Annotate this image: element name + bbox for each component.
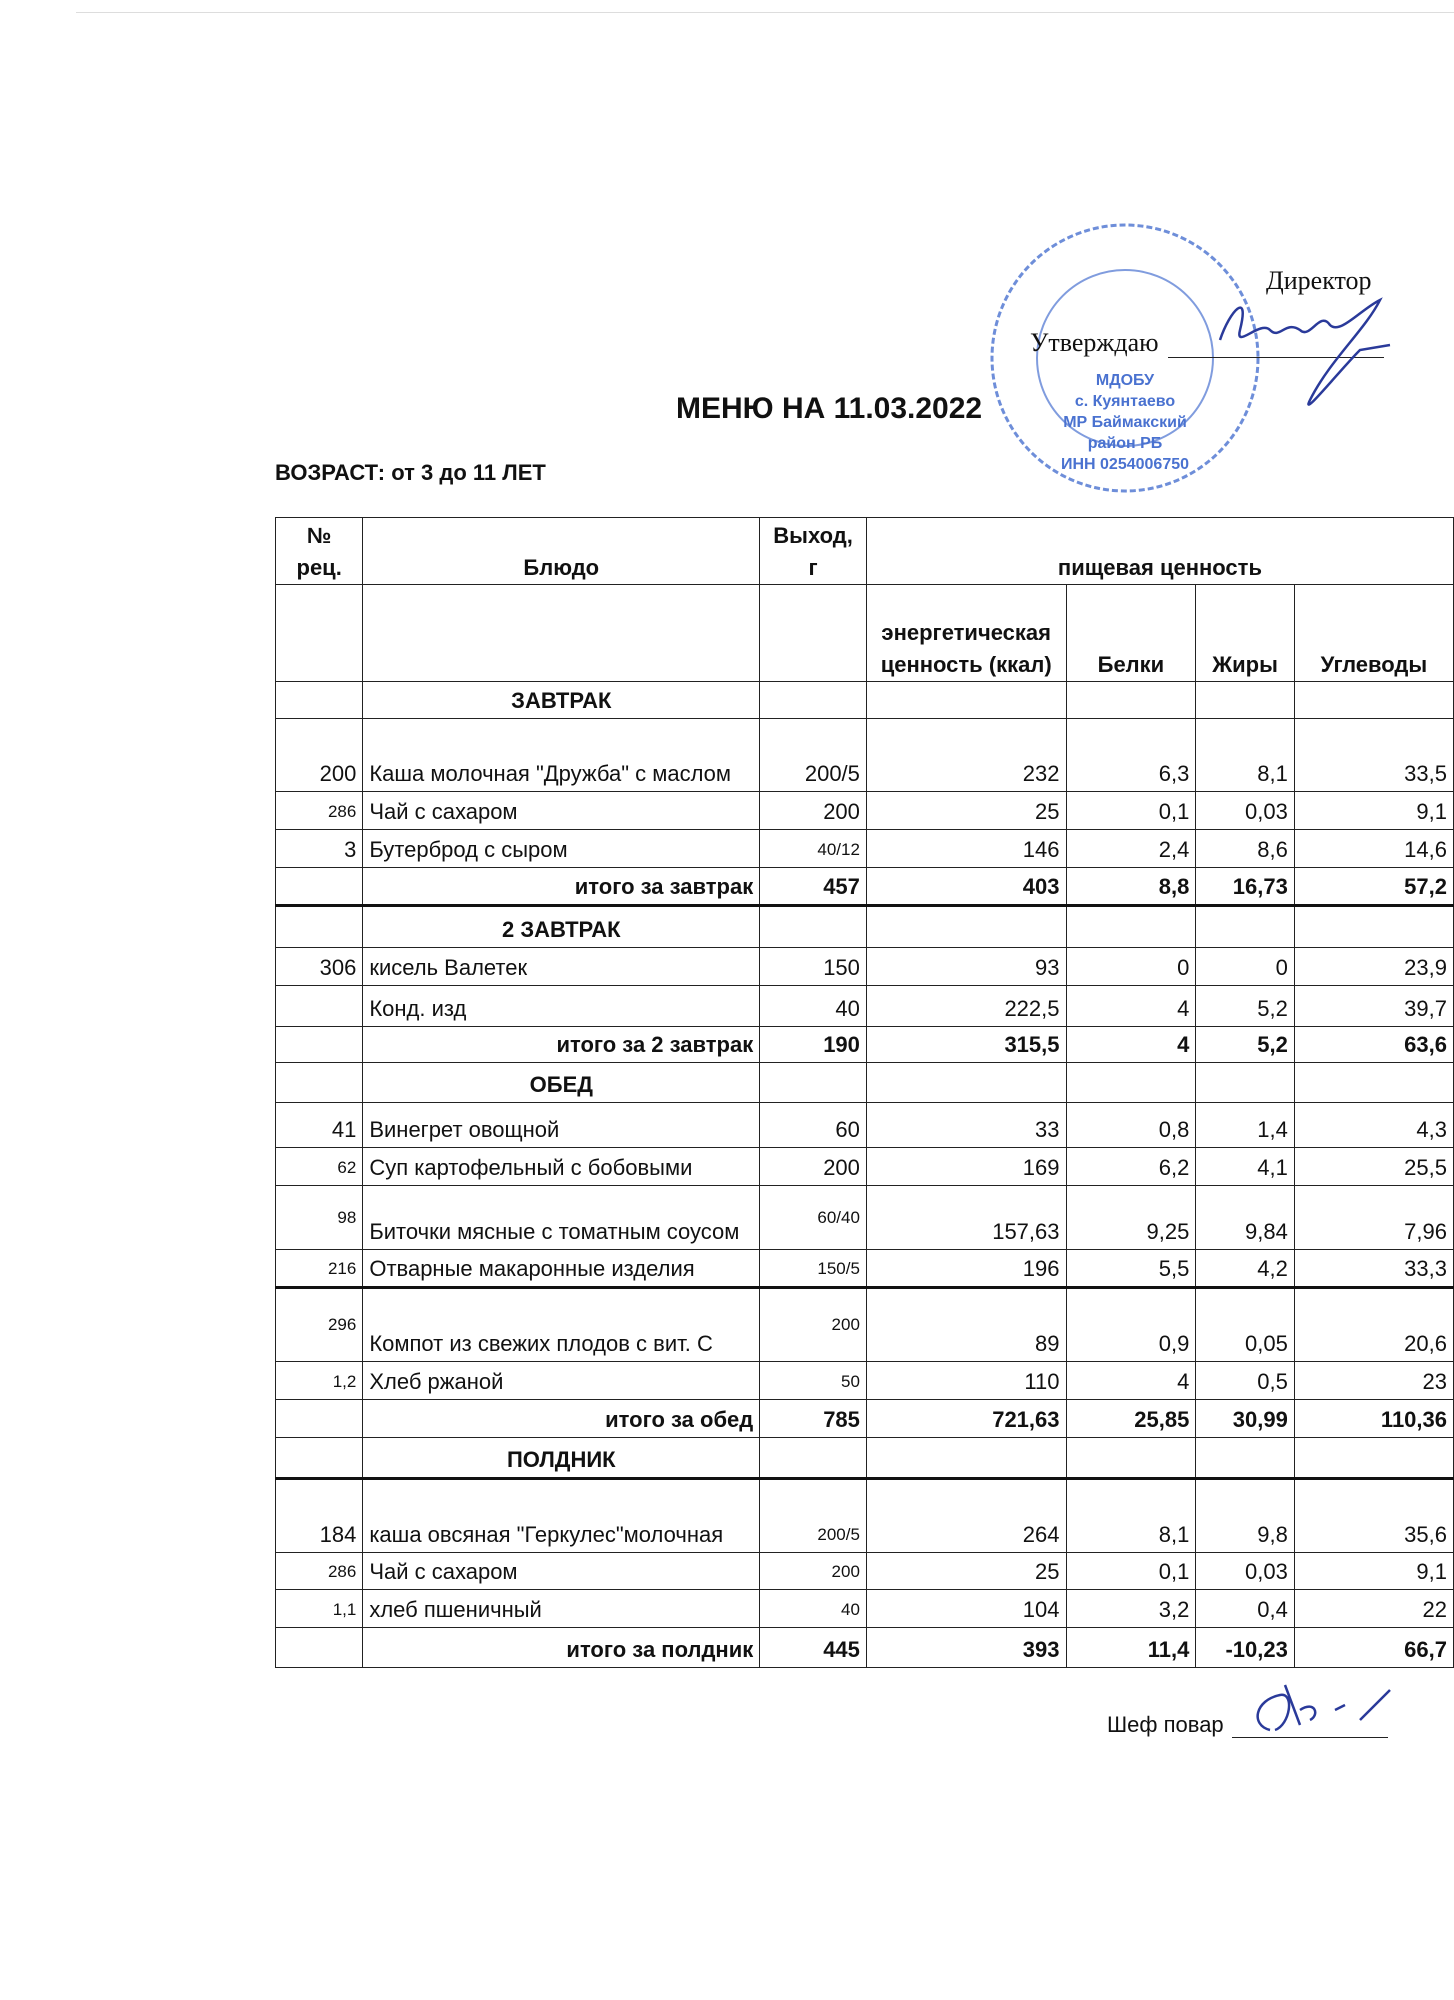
energy-cell: 196 bbox=[866, 1250, 1066, 1288]
energy-cell: 157,63 bbox=[866, 1186, 1066, 1250]
protein-cell: 4 bbox=[1066, 1027, 1196, 1063]
yield-cell bbox=[760, 1438, 867, 1479]
carbs-cell: 66,7 bbox=[1294, 1628, 1453, 1668]
yield-cell: 60 bbox=[760, 1103, 867, 1148]
stamp-line: МДОБУ bbox=[1095, 372, 1155, 389]
total-row bbox=[276, 1400, 1454, 1438]
fat-cell bbox=[1196, 906, 1295, 948]
recipe-number-cell: 1,2 bbox=[276, 1362, 363, 1400]
total-row bbox=[276, 1027, 1454, 1063]
protein-cell: 6,3 bbox=[1066, 719, 1196, 792]
recipe-number-cell: 200 bbox=[276, 719, 363, 792]
table-row bbox=[276, 986, 1454, 1027]
protein-cell bbox=[1066, 682, 1196, 719]
protein-cell: 0 bbox=[1066, 948, 1196, 986]
protein-cell: 6,2 bbox=[1066, 1148, 1196, 1186]
recipe-number-cell: 286 bbox=[276, 1553, 363, 1590]
recipe-number-cell: 296 bbox=[276, 1288, 363, 1362]
carbs-cell bbox=[1294, 1438, 1453, 1479]
yield-cell: 200 bbox=[760, 792, 867, 830]
fat-cell: 0 bbox=[1196, 948, 1295, 986]
carbs-cell: 9,1 bbox=[1294, 792, 1453, 830]
fat-cell: 5,2 bbox=[1196, 986, 1295, 1027]
yield-cell: 200 bbox=[760, 1553, 867, 1590]
energy-cell: 104 bbox=[866, 1590, 1066, 1628]
protein-cell: 0,1 bbox=[1066, 1553, 1196, 1590]
dish-name-cell: Отварные макаронные изделия bbox=[363, 1250, 760, 1288]
yield-cell: 150 bbox=[760, 948, 867, 986]
protein-cell: 2,4 bbox=[1066, 830, 1196, 868]
energy-cell: 222,5 bbox=[866, 986, 1066, 1027]
dish-name-cell: итого за 2 завтрак bbox=[363, 1027, 760, 1063]
carbs-cell: 20,6 bbox=[1294, 1288, 1453, 1362]
energy-cell: 25 bbox=[866, 1553, 1066, 1590]
carbs-cell: 23,9 bbox=[1294, 948, 1453, 986]
yield-cell: 50 bbox=[760, 1362, 867, 1400]
table-row bbox=[276, 792, 1454, 830]
section-row bbox=[276, 906, 1454, 948]
carbs-cell: 14,6 bbox=[1294, 830, 1453, 868]
dish-name-cell: итого за обед bbox=[363, 1400, 760, 1438]
energy-cell bbox=[866, 906, 1066, 948]
energy-cell: 232 bbox=[866, 719, 1066, 792]
yield-cell: 200/5 bbox=[760, 1479, 867, 1553]
carbs-cell: 23 bbox=[1294, 1362, 1453, 1400]
chef-label: Шеф повар bbox=[1107, 1712, 1224, 1737]
dish-name-cell: хлеб пшеничный bbox=[363, 1590, 760, 1628]
energy-cell: 264 bbox=[866, 1479, 1066, 1553]
energy-cell: 33 bbox=[866, 1103, 1066, 1148]
energy-cell: 25 bbox=[866, 792, 1066, 830]
recipe-number-cell: 3 bbox=[276, 830, 363, 868]
carbs-cell: 7,96 bbox=[1294, 1186, 1453, 1250]
dish-name-cell: Каша молочная "Дружба" с маслом bbox=[363, 719, 760, 792]
energy-cell: 315,5 bbox=[866, 1027, 1066, 1063]
dish-name-cell: кисель Валетек bbox=[363, 948, 760, 986]
header-nutrition: пищевая ценность bbox=[866, 518, 1453, 585]
dish-name-cell: итого за полдник bbox=[363, 1628, 760, 1668]
fat-cell: 4,2 bbox=[1196, 1250, 1295, 1288]
yield-cell bbox=[760, 1063, 867, 1103]
recipe-number-cell: 184 bbox=[276, 1479, 363, 1553]
recipe-number-cell bbox=[276, 1027, 363, 1063]
carbs-cell: 4,3 bbox=[1294, 1103, 1453, 1148]
dish-name-cell: ПОЛДНИК bbox=[363, 1438, 760, 1479]
carbs-cell: 39,7 bbox=[1294, 986, 1453, 1027]
dish-name-cell: Хлеб ржаной bbox=[363, 1362, 760, 1400]
yield-cell: 190 bbox=[760, 1027, 867, 1063]
dish-name-cell: Бутерброд с сыром bbox=[363, 830, 760, 868]
table-row bbox=[276, 1590, 1454, 1628]
yield-cell: 40/12 bbox=[760, 830, 867, 868]
protein-cell: 11,4 bbox=[1066, 1628, 1196, 1668]
protein-cell: 0,1 bbox=[1066, 792, 1196, 830]
menu-table bbox=[275, 517, 1454, 1668]
table-row bbox=[276, 1148, 1454, 1186]
carbs-cell: 33,3 bbox=[1294, 1250, 1453, 1288]
carbs-cell: 110,36 bbox=[1294, 1400, 1453, 1438]
fat-cell: 0,03 bbox=[1196, 1553, 1295, 1590]
recipe-number-cell bbox=[276, 1438, 363, 1479]
recipe-number-cell bbox=[276, 1400, 363, 1438]
svg-text:МДОБУс. КуянтаевоМР Баймакский bbox=[1061, 372, 1189, 473]
protein-cell: 4 bbox=[1066, 1362, 1196, 1400]
protein-cell: 8,8 bbox=[1066, 868, 1196, 906]
fat-cell: 9,84 bbox=[1196, 1186, 1295, 1250]
protein-cell: 25,85 bbox=[1066, 1400, 1196, 1438]
fat-cell: 9,8 bbox=[1196, 1479, 1295, 1553]
carbs-cell: 9,1 bbox=[1294, 1553, 1453, 1590]
table-row bbox=[276, 1250, 1454, 1288]
dish-name-cell: Суп картофельный с бобовыми bbox=[363, 1148, 760, 1186]
fat-cell bbox=[1196, 1063, 1295, 1103]
fat-cell bbox=[1196, 682, 1295, 719]
energy-cell bbox=[866, 1438, 1066, 1479]
fat-cell: -10,23 bbox=[1196, 1628, 1295, 1668]
energy-cell: 89 bbox=[866, 1288, 1066, 1362]
table-row bbox=[276, 1479, 1454, 1553]
header-energy: энергетическая ценность (ккал) bbox=[866, 585, 1066, 682]
stamp-line: с. Куянтаево bbox=[1074, 393, 1176, 410]
dish-name-cell: 2 ЗАВТРАК bbox=[363, 906, 760, 948]
yield-cell: 40 bbox=[760, 1590, 867, 1628]
recipe-number-cell: 98 bbox=[276, 1186, 363, 1250]
protein-cell bbox=[1066, 906, 1196, 948]
energy-cell bbox=[866, 1063, 1066, 1103]
dish-name-cell: Чай с сахаром bbox=[363, 792, 760, 830]
dish-name-cell: итого за завтрак bbox=[363, 868, 760, 906]
fat-cell: 4,1 bbox=[1196, 1148, 1295, 1186]
carbs-cell: 63,6 bbox=[1294, 1027, 1453, 1063]
protein-cell: 0,8 bbox=[1066, 1103, 1196, 1148]
fat-cell: 0,5 bbox=[1196, 1362, 1295, 1400]
approve-label: Утверждаю bbox=[1030, 328, 1159, 357]
dish-name-cell: Биточки мясные с томатным соусом bbox=[363, 1186, 760, 1250]
yield-cell: 457 bbox=[760, 868, 867, 906]
section-row bbox=[276, 1438, 1454, 1479]
yield-cell: 200/5 bbox=[760, 719, 867, 792]
table-row bbox=[276, 830, 1454, 868]
recipe-number-cell: 62 bbox=[276, 1148, 363, 1186]
section-row bbox=[276, 1063, 1454, 1103]
protein-cell: 8,1 bbox=[1066, 1479, 1196, 1553]
fat-cell: 8,1 bbox=[1196, 719, 1295, 792]
dish-name-cell: ОБЕД bbox=[363, 1063, 760, 1103]
fat-cell: 0,4 bbox=[1196, 1590, 1295, 1628]
table-row bbox=[276, 1288, 1454, 1362]
carbs-cell bbox=[1294, 1063, 1453, 1103]
fat-cell bbox=[1196, 1438, 1295, 1479]
fat-cell: 30,99 bbox=[1196, 1400, 1295, 1438]
director-signature bbox=[1190, 270, 1400, 420]
carbs-cell bbox=[1294, 906, 1453, 948]
page-title: МЕНЮ НА 11.03.2022 bbox=[676, 392, 983, 425]
yield-cell: 40 bbox=[760, 986, 867, 1027]
fat-cell: 16,73 bbox=[1196, 868, 1295, 906]
energy-cell: 110 bbox=[866, 1362, 1066, 1400]
yield-cell bbox=[760, 682, 867, 719]
stamp-line: ИНН 0254006750 bbox=[1060, 456, 1190, 473]
energy-cell: 169 bbox=[866, 1148, 1066, 1186]
fat-cell: 5,2 bbox=[1196, 1027, 1295, 1063]
age-label: ВОЗРАСТ: от 3 до 11 ЛЕТ bbox=[275, 460, 546, 485]
header-recipe-number: № рец. bbox=[276, 518, 363, 585]
recipe-number-cell: 1,1 bbox=[276, 1590, 363, 1628]
dish-name-cell: Конд. изд bbox=[363, 986, 760, 1027]
yield-cell: 60/40 bbox=[760, 1186, 867, 1250]
yield-cell: 785 bbox=[760, 1400, 867, 1438]
dish-name-cell: Винегрет овощной bbox=[363, 1103, 760, 1148]
table-row bbox=[276, 1103, 1454, 1148]
carbs-cell: 33,5 bbox=[1294, 719, 1453, 792]
scan-edge-line bbox=[76, 12, 1454, 13]
carbs-cell: 25,5 bbox=[1294, 1148, 1453, 1186]
chef-signature bbox=[1240, 1680, 1400, 1740]
energy-cell: 721,63 bbox=[866, 1400, 1066, 1438]
yield-cell bbox=[760, 906, 867, 948]
table-row bbox=[276, 1553, 1454, 1590]
carbs-cell: 22 bbox=[1294, 1590, 1453, 1628]
total-row bbox=[276, 1628, 1454, 1668]
fat-cell: 0,05 bbox=[1196, 1288, 1295, 1362]
dish-name-cell: Компот из свежих плодов с вит. С bbox=[363, 1288, 760, 1362]
fat-cell: 8,6 bbox=[1196, 830, 1295, 868]
energy-cell: 146 bbox=[866, 830, 1066, 868]
header-dish: Блюдо bbox=[363, 518, 760, 585]
recipe-number-cell bbox=[276, 1063, 363, 1103]
director-label: Директор bbox=[1266, 266, 1372, 295]
protein-cell: 0,9 bbox=[1066, 1288, 1196, 1362]
fat-cell: 1,4 bbox=[1196, 1103, 1295, 1148]
header-protein: Белки bbox=[1066, 585, 1196, 682]
yield-cell: 445 bbox=[760, 1628, 867, 1668]
recipe-number-cell bbox=[276, 682, 363, 719]
header-fat: Жиры bbox=[1196, 585, 1295, 682]
header-carbs: Углеводы bbox=[1294, 585, 1453, 682]
recipe-number-cell: 306 bbox=[276, 948, 363, 986]
protein-cell: 4 bbox=[1066, 986, 1196, 1027]
table-row bbox=[276, 719, 1454, 792]
energy-cell: 403 bbox=[866, 868, 1066, 906]
energy-cell: 93 bbox=[866, 948, 1066, 986]
table-row bbox=[276, 1362, 1454, 1400]
recipe-number-cell: 286 bbox=[276, 792, 363, 830]
section-row bbox=[276, 682, 1454, 719]
recipe-number-cell: 216 bbox=[276, 1250, 363, 1288]
protein-cell bbox=[1066, 1063, 1196, 1103]
recipe-number-cell bbox=[276, 868, 363, 906]
yield-cell: 150/5 bbox=[760, 1250, 867, 1288]
table-row bbox=[276, 1186, 1454, 1250]
carbs-cell: 57,2 bbox=[1294, 868, 1453, 906]
protein-cell bbox=[1066, 1438, 1196, 1479]
carbs-cell: 35,6 bbox=[1294, 1479, 1453, 1553]
energy-cell bbox=[866, 682, 1066, 719]
energy-cell: 393 bbox=[866, 1628, 1066, 1668]
recipe-number-cell: 41 bbox=[276, 1103, 363, 1148]
dish-name-cell: ЗАВТРАК bbox=[363, 682, 760, 719]
yield-cell: 200 bbox=[760, 1288, 867, 1362]
protein-cell: 9,25 bbox=[1066, 1186, 1196, 1250]
recipe-number-cell bbox=[276, 1628, 363, 1668]
protein-cell: 3,2 bbox=[1066, 1590, 1196, 1628]
total-row bbox=[276, 868, 1454, 906]
stamp-line: район РБ bbox=[1087, 435, 1163, 452]
protein-cell: 5,5 bbox=[1066, 1250, 1196, 1288]
table-row bbox=[276, 948, 1454, 986]
header-yield: Выход, г bbox=[760, 518, 867, 585]
fat-cell: 0,03 bbox=[1196, 792, 1295, 830]
stamp-line: МР Баймакский bbox=[1063, 414, 1187, 431]
recipe-number-cell bbox=[276, 986, 363, 1027]
dish-name-cell: каша овсяная "Геркулес"молочная bbox=[363, 1479, 760, 1553]
recipe-number-cell bbox=[276, 906, 363, 948]
dish-name-cell: Чай с сахаром bbox=[363, 1553, 760, 1590]
yield-cell: 200 bbox=[760, 1148, 867, 1186]
carbs-cell bbox=[1294, 682, 1453, 719]
